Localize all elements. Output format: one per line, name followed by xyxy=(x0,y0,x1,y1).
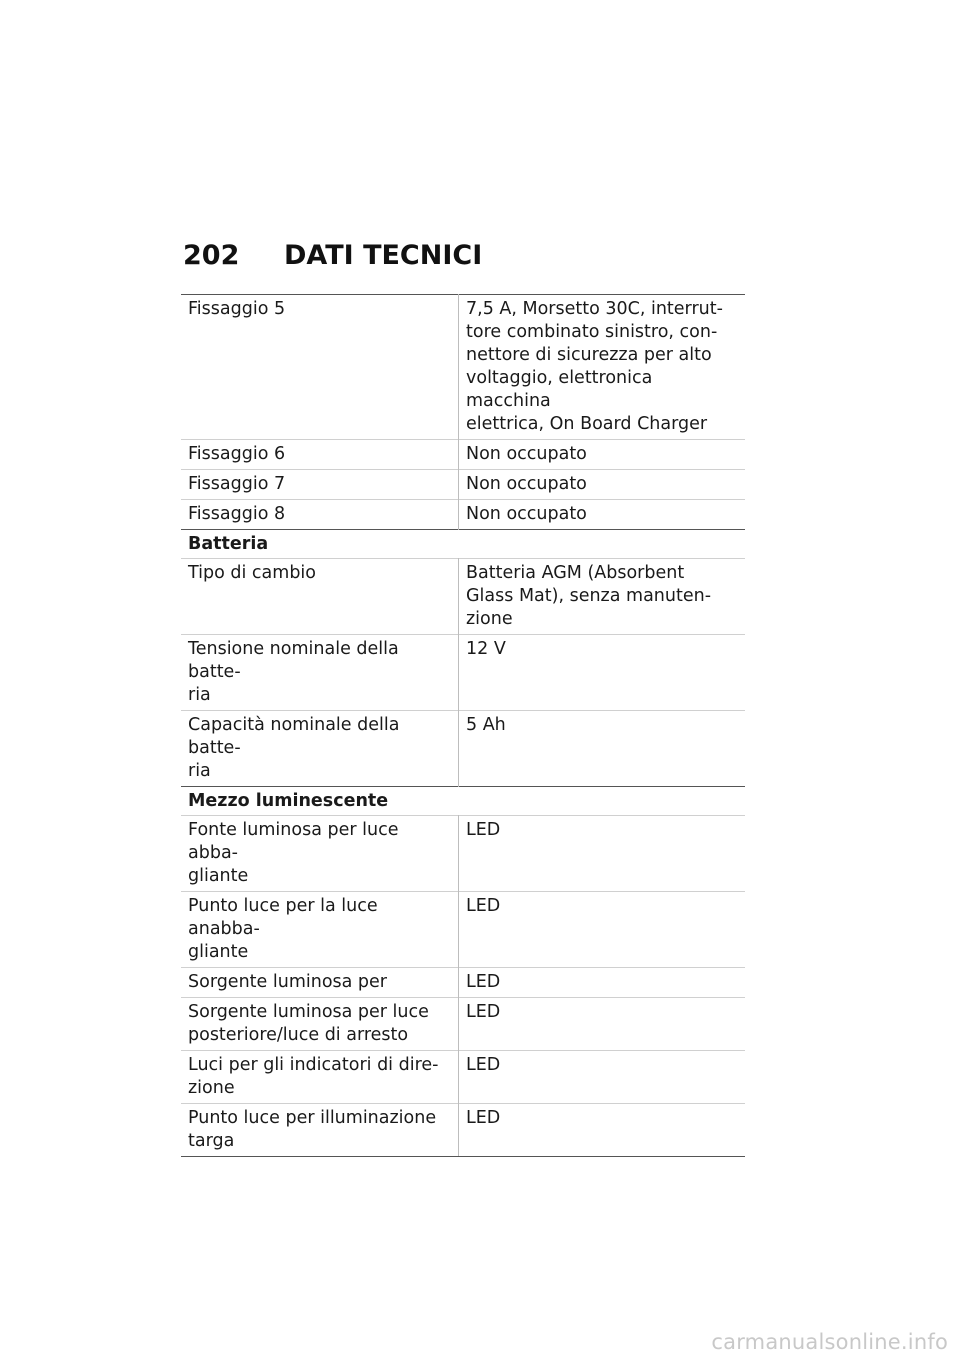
spec-label: Capacità nominale della batte- ria xyxy=(181,711,459,787)
table-row xyxy=(181,500,745,530)
section-heading: Mezzo luminescente xyxy=(181,787,745,816)
table-row xyxy=(181,711,745,787)
spec-value: 12 V xyxy=(459,635,746,711)
page-number: 202 xyxy=(183,240,240,271)
spec-label: Tensione nominale della batte- ria xyxy=(181,635,459,711)
page-title: DATI TECNICI xyxy=(284,240,483,271)
spec-value: LED xyxy=(459,968,746,998)
spec-label: Fissaggio 5 xyxy=(181,295,459,440)
spec-table xyxy=(181,294,745,1157)
table-row xyxy=(181,470,745,500)
spec-value: LED xyxy=(459,816,746,892)
table-row xyxy=(181,816,745,892)
spec-label: Fissaggio 6 xyxy=(181,440,459,470)
spec-value: LED xyxy=(459,1104,746,1157)
spec-value: LED xyxy=(459,892,746,968)
section-heading: Batteria xyxy=(181,530,745,559)
spec-value: LED xyxy=(459,1051,746,1104)
table-row xyxy=(181,635,745,711)
spec-value: 7,5 A, Morsetto 30C, interrut- tore combinato sinistro, con- nettore di sicurezza per alto voltaggio, elettronica macchina elettrica, On Board Charger xyxy=(459,295,746,440)
table-row xyxy=(181,892,745,968)
spec-value: Batteria AGM (Absorbent Glass Mat), senza manuten- zione xyxy=(459,559,746,635)
spec-label: Sorgente luminosa per xyxy=(181,968,459,998)
spec-value: Non occupato xyxy=(459,470,746,500)
spec-label: Luci per gli indicatori di dire- zione xyxy=(181,1051,459,1104)
table-row xyxy=(181,998,745,1051)
spec-value: Non occupato xyxy=(459,440,746,470)
spec-label: Fissaggio 8 xyxy=(181,500,459,530)
spec-label: Fonte luminosa per luce abba- gliante xyxy=(181,816,459,892)
table-row xyxy=(181,1104,745,1157)
spec-label: Fissaggio 7 xyxy=(181,470,459,500)
spec-value: 5 Ah xyxy=(459,711,746,787)
watermark: carmanualsonline.info xyxy=(711,1330,948,1354)
table-row xyxy=(181,440,745,470)
spec-label: Punto luce per la luce anabba- gliante xyxy=(181,892,459,968)
spec-value: Non occupato xyxy=(459,500,746,530)
spec-label: Punto luce per illuminazione targa xyxy=(181,1104,459,1157)
table-row xyxy=(181,968,745,998)
spec-table-body xyxy=(181,295,745,1157)
table-row xyxy=(181,1051,745,1104)
section-heading-row xyxy=(181,530,745,559)
spec-label: Tipo di cambio xyxy=(181,559,459,635)
spec-value: LED xyxy=(459,998,746,1051)
table-row xyxy=(181,559,745,635)
spec-label: Sorgente luminosa per luce posteriore/luce di arresto xyxy=(181,998,459,1051)
table-row xyxy=(181,295,745,440)
section-heading-row xyxy=(181,787,745,816)
